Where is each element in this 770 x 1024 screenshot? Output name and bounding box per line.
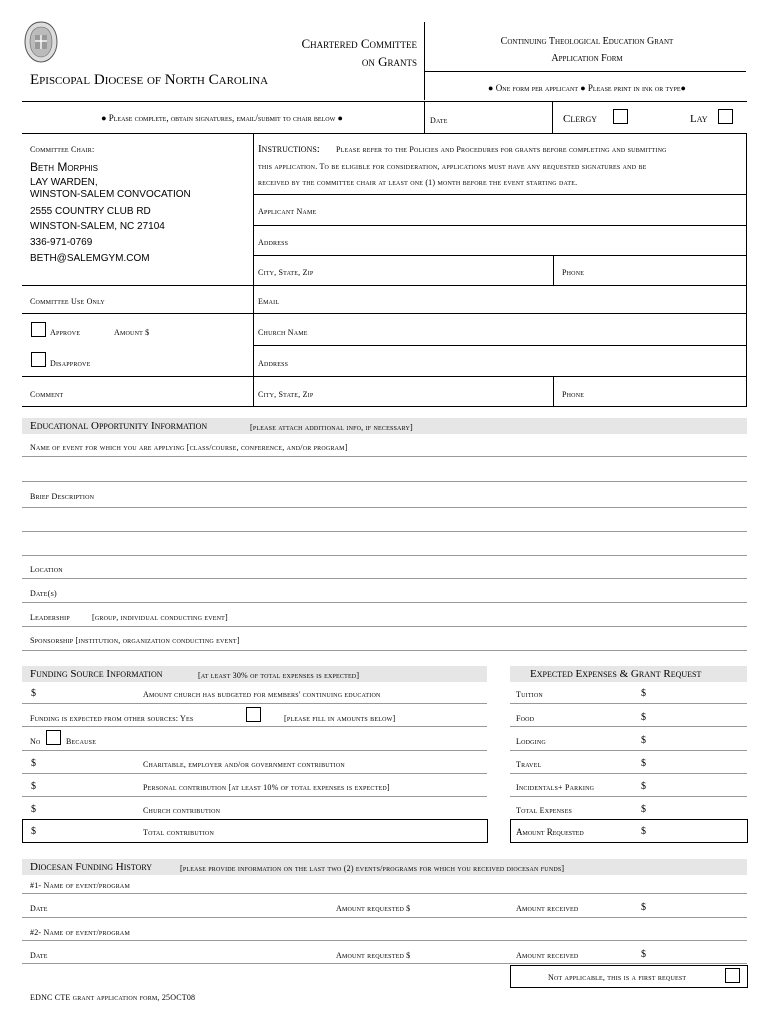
other-sources-label: Funding is expected from other sources: Yes	[30, 714, 194, 723]
approve-amount-label: Amount $	[114, 328, 150, 337]
lay-checkbox[interactable]	[718, 109, 733, 124]
expense-travel-input[interactable]	[652, 758, 742, 770]
personal-label: Personal contribution [at least 10% of total expenses is expected]	[143, 783, 390, 792]
history-event1-received-input[interactable]	[652, 902, 742, 914]
history-event1-date-label: Date	[30, 904, 48, 913]
approve-amount-input[interactable]	[166, 326, 246, 338]
committee-title-2: on Grants	[361, 54, 417, 69]
funding-heading: Funding Source Information	[30, 668, 163, 680]
other-sources-no-label: No	[30, 737, 41, 746]
comment-input[interactable]	[82, 388, 247, 400]
expense-tuition-label: Tuition	[516, 690, 543, 699]
church-name-label: Church Name	[258, 328, 308, 337]
funding-dollar-2: $	[31, 758, 36, 769]
applicant-address-label: Address	[258, 238, 289, 247]
history-event2-date-label: Date	[30, 951, 48, 960]
expense-tuition-input[interactable]	[652, 688, 742, 700]
expense-travel-dollar: $	[641, 758, 646, 769]
approve-checkbox[interactable]	[31, 322, 46, 337]
chair-name: Beth Morphis	[30, 160, 99, 174]
history-event2-label: #2- Name of event/program	[30, 928, 131, 937]
funding-dollar-5: $	[31, 826, 36, 837]
event-name-label: Name of event for which you are applying [class/course, conference, and/or program]	[30, 443, 348, 452]
expense-total-label: Total Expenses	[516, 806, 573, 815]
location-label: Location	[30, 565, 63, 574]
applicant-name-label: Applicant Name	[258, 207, 317, 216]
total-contribution-label: Total contribution	[143, 828, 214, 837]
amount-requested-label: Amount Requested	[516, 827, 584, 837]
instructions-text-2: this application. To be eligible for consideration, applications must have any requested signatures and be	[258, 162, 647, 171]
other-sources-no-checkbox[interactable]	[46, 730, 61, 745]
chair-title: LAY WARDEN,	[30, 177, 98, 188]
applicant-email-input[interactable]	[290, 295, 740, 307]
submit-instruction: ● Please complete, obtain signatures, email/submit to chair below ●	[101, 113, 343, 123]
chair-city: WINSTON-SALEM, NC 27104	[30, 221, 165, 232]
approve-label: Approve	[50, 328, 81, 337]
expense-lodging-input[interactable]	[652, 735, 742, 747]
history-event2-received-label: Amount received	[516, 951, 579, 960]
disapprove-checkbox[interactable]	[31, 352, 46, 367]
expense-food-dollar: $	[641, 712, 646, 723]
lay-label: Lay	[690, 113, 708, 125]
church-budget-input[interactable]	[42, 688, 137, 700]
location-input[interactable]	[80, 563, 740, 575]
chair-convocation: WINSTON-SALEM CONVOCATION	[30, 189, 191, 200]
amount-requested-dollar: $	[641, 826, 646, 837]
expense-food-label: Food	[516, 714, 535, 723]
brief-description-input[interactable]	[30, 515, 740, 527]
funding-heading-note: [at least 30% of total expenses is expected]	[198, 671, 360, 680]
history-event2-requested-label: Amount requested $	[336, 951, 411, 960]
footer-form-id: EDNC CTE grant application form, 25OCT08	[30, 993, 196, 1002]
church-phone-label: Phone	[562, 390, 585, 399]
not-applicable-checkbox[interactable]	[725, 968, 740, 983]
org-title: Episcopal Diocese of North Carolina	[30, 72, 269, 88]
because-input[interactable]	[110, 735, 480, 747]
diocese-seal-logo	[22, 20, 60, 64]
church-contribution-input[interactable]	[42, 804, 137, 816]
applicant-name-input[interactable]	[340, 205, 740, 217]
applicant-address-input[interactable]	[300, 236, 740, 248]
education-heading: Educational Opportunity Information	[30, 420, 208, 432]
expense-food-input[interactable]	[652, 712, 742, 724]
expense-travel-label: Travel	[516, 760, 542, 769]
expense-lodging-label: Lodging	[516, 737, 546, 746]
other-sources-yes-checkbox[interactable]	[246, 707, 261, 722]
not-applicable-label: Not applicable, this is a first request	[548, 973, 687, 982]
instructions-label: Instructions:	[258, 143, 320, 155]
dates-label: Date(s)	[30, 589, 57, 598]
church-address-input[interactable]	[300, 357, 740, 369]
total-contribution-input[interactable]	[42, 826, 137, 838]
expense-incidentals-dollar: $	[641, 781, 646, 792]
applicant-csz-label: City, State, Zip	[258, 268, 314, 277]
disapprove-label: Disapprove	[50, 359, 91, 368]
expense-tuition-dollar: $	[641, 688, 646, 699]
charitable-label: Charitable, employer and/or government contribution	[143, 760, 345, 769]
committee-chair-heading: Committee Chair:	[30, 145, 95, 154]
history-event1-received-dollar: $	[641, 902, 646, 913]
funding-dollar-1: $	[31, 688, 36, 699]
expense-lodging-dollar: $	[641, 735, 646, 746]
applicant-phone-label: Phone	[562, 268, 585, 277]
fill-amounts-note: [please fill in amounts below]	[284, 714, 396, 723]
form-title-1: Continuing Theological Education Grant	[500, 36, 674, 47]
instructions-text-3: received by the committee chair at least one (1) month before the event starting date.	[258, 178, 578, 187]
history-event1-label: #1- Name of event/program	[30, 881, 131, 890]
church-csz-label: City, State, Zip	[258, 390, 314, 399]
history-event2-requested-input[interactable]	[440, 949, 505, 961]
clergy-checkbox[interactable]	[613, 109, 628, 124]
sponsorship-input[interactable]	[320, 634, 740, 646]
leadership-input[interactable]	[280, 611, 740, 623]
history-event2-input[interactable]	[170, 926, 740, 938]
church-name-input[interactable]	[326, 326, 741, 338]
chair-email[interactable]: BETH@SALEMGYM.COM	[30, 253, 150, 264]
comment-label: Comment	[30, 390, 64, 399]
personal-amount-input[interactable]	[42, 781, 137, 793]
history-event2-received-dollar: $	[641, 949, 646, 960]
amount-requested-input[interactable]	[652, 826, 742, 838]
history-heading: Diocesan Funding History	[30, 861, 153, 873]
chair-street: 2555 COUNTRY CLUB RD	[30, 206, 151, 217]
date-label: Date	[430, 116, 448, 125]
form-title-2: Application Form	[551, 53, 623, 64]
expense-total-input[interactable]	[652, 804, 742, 816]
funding-dollar-3: $	[31, 781, 36, 792]
church-csz-input[interactable]	[330, 388, 550, 400]
committee-use-heading: Committee Use Only	[30, 297, 105, 306]
church-budget-label: Amount church has budgeted for members' continuing education	[143, 690, 381, 699]
church-contribution-label: Church contribution	[143, 806, 221, 815]
education-heading-note: [please attach additional info, if necessary]	[250, 423, 413, 432]
expense-incidentals-input[interactable]	[652, 781, 742, 793]
funding-dollar-4: $	[31, 804, 36, 815]
instructions-text-1: Please refer to the Policies and Procedures for grants before completing and submitting	[336, 145, 667, 154]
history-event1-requested-input[interactable]	[440, 902, 505, 914]
applicant-email-label: Email	[258, 297, 280, 306]
brief-description-label: Brief Description	[30, 492, 95, 501]
chair-phone: 336-971-0769	[30, 237, 93, 248]
sponsorship-label: Sponsorship [institution, organization conducting event]	[30, 636, 240, 645]
church-phone-input[interactable]	[596, 388, 741, 400]
applicant-phone-input[interactable]	[596, 266, 741, 278]
history-event1-requested-label: Amount requested $	[336, 904, 411, 913]
history-heading-note: [please provide information on the last two (2) events/programs for which you received diocesan funds]	[180, 864, 565, 873]
history-event2-date-input[interactable]	[56, 949, 316, 961]
leadership-label: Leadership	[30, 613, 70, 622]
history-event1-input[interactable]	[170, 879, 740, 891]
event-name-input[interactable]	[30, 465, 740, 477]
one-form-note: ● One form per applicant ● Please print in ink or type●	[488, 83, 686, 93]
expenses-heading: Expected Expenses & Grant Request	[530, 668, 702, 680]
history-event2-received-input[interactable]	[652, 949, 742, 961]
history-event1-received-label: Amount received	[516, 904, 579, 913]
date-input[interactable]	[460, 114, 550, 126]
church-address-label: Address	[258, 359, 289, 368]
applicant-csz-input[interactable]	[330, 266, 550, 278]
because-label: Because	[66, 737, 97, 746]
leadership-note: [group, individual conducting event]	[92, 613, 228, 622]
clergy-label: Clergy	[563, 113, 598, 125]
expense-incidentals-label: Incidentals+ Parking	[516, 783, 595, 792]
charitable-amount-input[interactable]	[42, 758, 137, 770]
expense-total-dollar: $	[641, 804, 646, 815]
history-event1-date-input[interactable]	[56, 902, 316, 914]
committee-title-1: Chartered Committee	[301, 36, 417, 51]
dates-input[interactable]	[70, 587, 740, 599]
